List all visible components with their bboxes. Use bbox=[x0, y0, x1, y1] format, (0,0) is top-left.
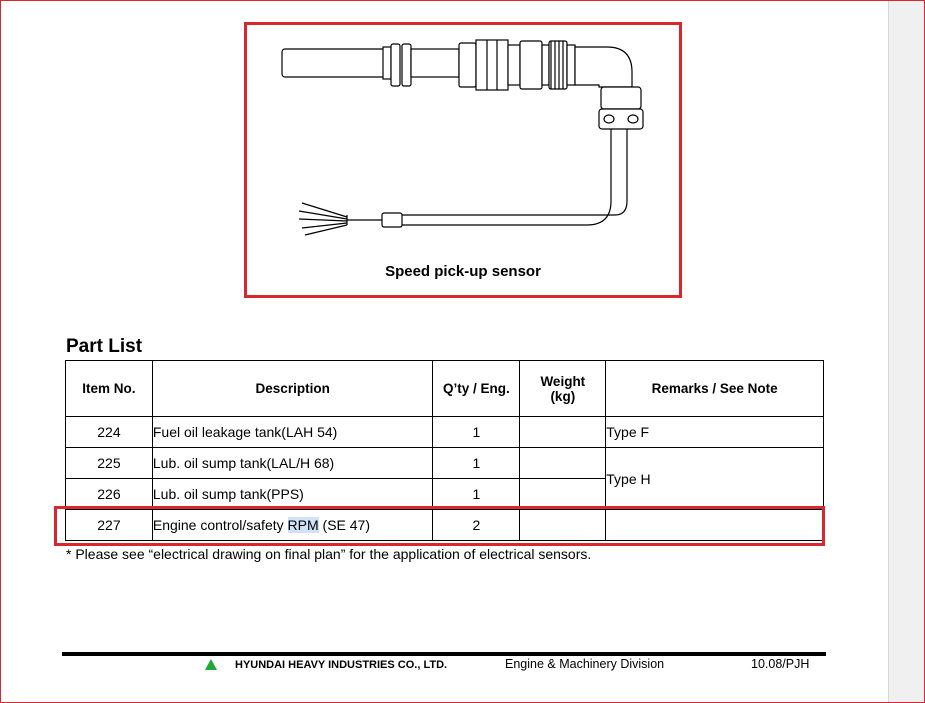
weight bbox=[520, 417, 606, 448]
elbow-connector bbox=[575, 47, 632, 87]
figure-caption: Speed pick-up sensor bbox=[385, 263, 541, 280]
footnote: * Please see “electrical drawing on final plan” for the application of electrical sensors. bbox=[66, 546, 592, 562]
table-row bbox=[66, 417, 824, 448]
header-item-no: Item No. bbox=[66, 361, 153, 417]
qty: 1 bbox=[433, 448, 520, 479]
item-no: 227 bbox=[66, 510, 153, 541]
sensor-cable bbox=[397, 129, 627, 215]
description: Fuel oil leakage tank(LAH 54) bbox=[152, 417, 433, 448]
qty: 1 bbox=[433, 479, 520, 510]
description: Lub. oil sump tank(PPS) bbox=[152, 479, 433, 510]
vertical-scrollbar[interactable] bbox=[888, 1, 924, 702]
cable-sleeve bbox=[382, 213, 402, 227]
probe-shaft bbox=[282, 49, 387, 77]
description-text: (SE 47) bbox=[318, 517, 370, 533]
header-description: Description bbox=[152, 361, 433, 417]
header-remarks: Remarks / See Note bbox=[606, 361, 824, 417]
weight bbox=[520, 448, 606, 479]
company-logo-triangle-icon bbox=[205, 659, 217, 670]
qty: 2 bbox=[433, 510, 520, 541]
qty: 1 bbox=[433, 417, 520, 448]
item-no: 225 bbox=[66, 448, 153, 479]
selected-text[interactable]: RPM bbox=[287, 517, 319, 533]
speed-sensor-drawing bbox=[247, 25, 679, 295]
remarks: Type F bbox=[606, 417, 824, 448]
description-text: Engine control/safety bbox=[152, 517, 288, 533]
part-list-title: Part List bbox=[66, 336, 143, 357]
footer-divider bbox=[62, 652, 826, 656]
header-weight: Weight (kg) bbox=[520, 361, 606, 417]
item-no: 224 bbox=[66, 417, 153, 448]
lock-nut-2 bbox=[402, 44, 411, 86]
footer-division: Engine & Machinery Division bbox=[505, 657, 665, 671]
weight bbox=[520, 479, 606, 510]
lock-nut-1 bbox=[391, 44, 400, 86]
item-no: 226 bbox=[66, 479, 153, 510]
footer-code: 10.08/PJH bbox=[751, 657, 810, 671]
header-qty: Q’ty / Eng. bbox=[433, 361, 520, 417]
table-header-row bbox=[66, 361, 824, 417]
remarks: Type H bbox=[606, 448, 824, 510]
footer-company: HYUNDAI HEAVY INDUSTRIES CO., LTD. bbox=[235, 659, 448, 671]
sensor-figure bbox=[244, 22, 682, 298]
row-highlight-box bbox=[54, 506, 825, 546]
table-row bbox=[66, 448, 824, 479]
description: Lub. oil sump tank(LAL/H 68) bbox=[152, 448, 433, 479]
probe-collar bbox=[383, 47, 391, 79]
sensor-body bbox=[411, 49, 459, 77]
